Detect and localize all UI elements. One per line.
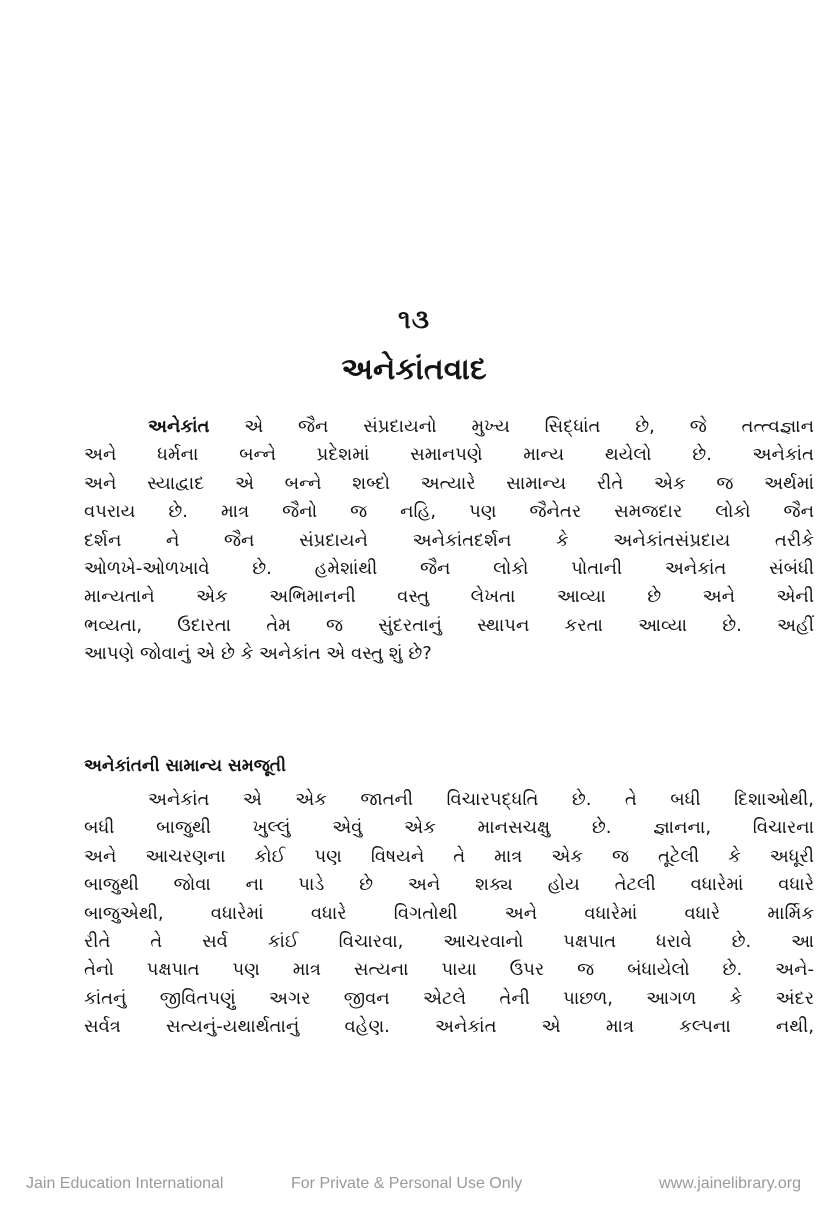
paragraph-line: બધી બાજુથી ખુલ્લું એવું એક માનસચક્ષુ છે. જ્ઞાનના, વિચારના	[84, 817, 814, 839]
section-heading: અનેકાંતની સામાન્ય સમજૂતી	[84, 756, 286, 776]
paragraph-line: વપરાય છે. માત્ર જૈનો જ નહિ, પણ જૈનેતર સમજદાર લોકો જૈન	[84, 501, 814, 523]
paragraph-line: ભવ્યતા, ઉદારતા તેમ જ સુંદરતાનું સ્થાપન કરતા આવ્યા છે. અહીં	[84, 614, 814, 636]
footer-website-link[interactable]: www.jainelibrary.org	[659, 1175, 801, 1192]
chapter-number: ૧૩	[397, 305, 431, 335]
footer-publisher: Jain Education International	[26, 1175, 224, 1192]
paragraph-line: અને આચરણના કોઈ પણ વિષયને તે માત્ર એક જ તૂટેલી કે અધૂરી	[84, 845, 814, 867]
paragraph-explanation	[84, 786, 814, 1042]
paragraph-line: કાંતનું જીવિતપણું અગર જીવન એટલે તેની પાછળ, આગળ કે અંદર	[84, 987, 814, 1009]
lead-word: અનેકાંત	[148, 416, 210, 437]
paragraph-line: તેનો પક્ષપાત પણ માત્ર સત્યના પાયા ઉપર જ બંધાયેલો છે. અને-	[84, 959, 814, 981]
paragraph-line: ઓળખે-ઓળખાવે છે. હમેશાંથી જૈન લોકો પોતાની અનેકાંત સંબંધી	[84, 557, 814, 579]
paragraph-line: બાજુએથી, વધારેમાં વધારે વિગતોથી અને વધારેમાં વધારે માર્મિક	[84, 902, 814, 924]
paragraph-line: માન્યતાને એક અભિમાનની વસ્તુ લેખતા આવ્યા છે અને એની	[84, 586, 814, 608]
paragraph-line: અનેકાંત એ એક જાતની વિચારપદ્ધતિ છે. તે બધી દિશાઓથી,	[148, 789, 814, 810]
paragraph-line: સર્વત્ર સત્યનું-યથાર્થતાનું વહેણ. અનેકાંત એ માત્ર કલ્પના નથી,	[84, 1016, 814, 1038]
paragraph-intro	[84, 413, 814, 669]
paragraph-line: અને ધર્મના બન્ને પ્રદેશમાં સમાનપણે માન્ય થયેલો છે. અનેકાંત	[84, 444, 814, 466]
footer-watermark	[0, 1172, 828, 1196]
paragraph-line: દર્શન ને જૈન સંપ્રદાયને અનેકાંતદર્શન કે અનેકાંતસંપ્રદાય તરીકે	[84, 529, 814, 551]
chapter-title: અનેકાંતવાદ	[341, 352, 487, 387]
paragraph-line: આપણે જોવાનું એ છે કે અનેકાંત એ વસ્તુ શું છે?	[84, 643, 432, 665]
paragraph-line: અને સ્યાદ્વાદ એ બન્ને શબ્દો અત્યારે સામાન્ય રીતે એક જ અર્થમાં	[84, 472, 814, 494]
line-text: એ જૈન સંપ્રદાયનો મુખ્ય સિદ્ધાંત છે, જે તત્ત્વજ્ઞાન	[209, 416, 814, 437]
footer-usage-notice: For Private & Personal Use Only	[291, 1175, 523, 1192]
paragraph-line	[84, 413, 814, 441]
paragraph-line: બાજુથી જોવા ના પાડે છે અને શક્ય હોય તેટલી વધારેમાં વધારે	[84, 874, 814, 896]
paragraph-line: રીતે તે સર્વ કાંઈ વિચારવા, આચરવાનો પક્ષપાત ધરાવે છે. આ	[84, 930, 814, 952]
